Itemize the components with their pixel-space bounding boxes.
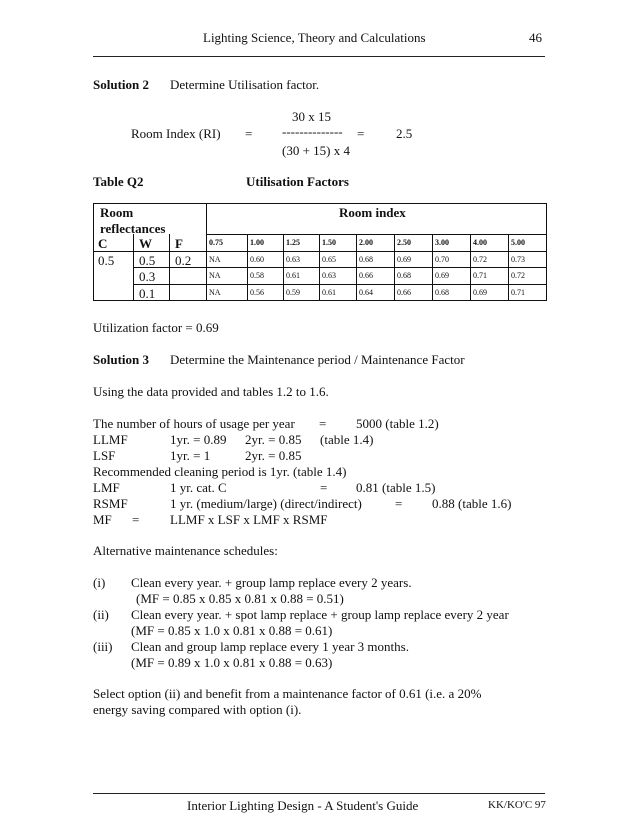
room-index-value: 2.50 [397,238,411,247]
lmf-equals: = [320,480,328,495]
col-line-1 [247,234,248,301]
utilisation-factor-cell: 0.73 [511,255,525,264]
solution2-label: Solution 2 [93,77,149,92]
table-row1-rule [133,267,547,268]
solution2-heading: Determine Utilisation factor. [170,77,320,92]
utilisation-factor-cell: 0.63 [286,255,300,264]
table-label: Table Q2 [93,174,144,189]
utilisation-factor-cell: 0.68 [435,288,449,297]
utilisation-factor-cell: 0.71 [511,288,525,297]
utilisation-factor-cell: 0.69 [397,255,411,264]
room-reflectances-line1: Room [100,205,134,220]
col-line-3 [319,234,320,301]
reflectance-w-cell: 0.5 [139,253,156,268]
lmf-label: LMF [93,480,120,495]
utilisation-factor-cell: 0.65 [322,255,336,264]
reflectance-w-cell: 0.1 [139,286,156,301]
utilisation-factor-cell: NA [209,271,221,280]
room-index-value: 4.00 [473,238,487,247]
mf-equals: = [132,512,140,527]
utilisation-factor-cell: 0.72 [473,255,487,264]
room-index-value: 1.25 [286,238,300,247]
option-2-text: Clean every year. + spot lamp replace + group lamp replace every 2 year [131,607,509,622]
utilization-factor-result: Utilization factor = 0.69 [93,320,219,335]
column-w-header: W [139,236,152,251]
table-subheader-rule [93,251,547,252]
hours-value: 5000 (table 1.2) [356,416,439,431]
option-2-calc: (MF = 0.85 x 1.0 x 0.81 x 0.88 = 0.61) [131,623,333,638]
table-divider-wf [169,234,170,301]
table-header-rule [206,234,547,235]
formula-equals-2: = [357,126,365,141]
room-index-heading: Room index [339,205,406,220]
rsmf-label: RSMF [93,496,128,511]
utilisation-factor-cell: 0.61 [322,288,336,297]
utilisation-factor-cell: 0.59 [286,288,300,297]
utilisation-factor-cell: 0.64 [359,288,373,297]
col-line-7 [470,234,471,301]
table-row2-rule [133,284,547,285]
col-line-2 [283,234,284,301]
room-index-value: 5.00 [511,238,525,247]
room-reflectances-line2: reflectances [100,221,166,236]
room-index-value: 0.75 [209,238,223,247]
col-line-6 [432,234,433,301]
col-line-4 [356,234,357,301]
table-divider-cw [133,234,134,301]
column-c-header: C [98,236,108,251]
option-3-calc: (MF = 0.89 x 1.0 x 0.81 x 0.88 = 0.63) [131,655,333,670]
formula-numerator: 30 x 15 [292,109,331,124]
utilisation-factor-cell: 0.69 [473,288,487,297]
mf-label: MF [93,512,112,527]
utilisation-factor-cell: NA [209,288,221,297]
option-1-number: (i) [93,575,106,590]
room-index-value: 2.00 [359,238,373,247]
formula-fraction-bar: -------------- [282,124,343,139]
utilisation-factor-cell: 0.60 [250,255,264,264]
footer-rule [93,793,545,794]
col-line-8 [508,234,509,301]
lmf-value: 0.81 (table 1.5) [356,480,436,495]
reflectance-f-cell: 0.2 [175,253,192,268]
formula-equals-1: = [245,126,253,141]
solution3-label: Solution 3 [93,352,149,367]
formula-lhs: Room Index (RI) [131,126,221,141]
utilisation-factor-cell: 0.66 [359,271,373,280]
formula-result: 2.5 [396,126,413,141]
hours-equals: = [319,416,327,431]
room-index-value: 1.50 [322,238,336,247]
page-number: 46 [529,30,542,45]
reflectance-w-cell: 0.3 [139,269,156,284]
hours-text: The number of hours of usage per year [93,416,295,431]
utilisation-factor-cell: 0.70 [435,255,449,264]
cleaning-period-line: Recommended cleaning period is 1yr. (table 1.4) [93,464,347,479]
utilisation-factor-cell: 0.66 [397,288,411,297]
utilisation-factor-cell: 0.68 [359,255,373,264]
option-2-number: (ii) [93,607,109,622]
utilisation-factor-cell: 0.56 [250,288,264,297]
solution3-heading: Determine the Maintenance period / Maintenance Factor [170,352,465,367]
utilisation-factors-table [93,203,547,301]
option-1-text: Clean every year. + group lamp replace every 2 years. [131,575,412,590]
reflectance-c-cell: 0.5 [98,253,115,268]
footer-code: KK/KO'C 97 [488,799,546,811]
utilisation-factor-cell: NA [209,255,221,264]
option-3-text: Clean and group lamp replace every 1 year 3 months. [131,639,409,654]
utilisation-factor-cell: 0.58 [250,271,264,280]
col-line-5 [394,234,395,301]
llmf-1yr: 1yr. = 0.89 [170,432,227,447]
utilisation-factor-cell: 0.61 [286,271,300,280]
rsmf-value: 0.88 (table 1.6) [432,496,512,511]
formula-denominator: (30 + 15) x 4 [282,143,350,158]
llmf-ref: (table 1.4) [320,432,374,447]
utilisation-factor-cell: 0.63 [322,271,336,280]
rsmf-equals: = [395,496,403,511]
running-header-title: Lighting Science, Theory and Calculations [203,30,426,45]
option-3-number: (iii) [93,639,113,654]
option-1-calc: (MF = 0.85 x 0.85 x 0.81 x 0.88 = 0.51) [136,591,344,606]
room-index-value: 1.00 [250,238,264,247]
lsf-1yr: 1yr. = 1 [170,448,211,463]
lsf-label: LSF [93,448,116,463]
lsf-2yr: 2yr. = 0.85 [245,448,302,463]
llmf-label: LLMF [93,432,128,447]
footer-title: Interior Lighting Design - A Student's Guide [187,798,419,813]
table-border-bottom [93,300,547,301]
column-f-header: F [175,236,183,251]
table-divider-reflectance [206,203,207,301]
table-border-right [546,203,547,301]
data-source-line: Using the data provided and tables 1.2 to 1.6. [93,384,329,399]
rsmf-desc: 1 yr. (medium/large) (direct/indirect) [170,496,362,511]
mf-formula: LLMF x LSF x LMF x RSMF [170,512,328,527]
room-index-value: 3.00 [435,238,449,247]
lmf-desc: 1 yr. cat. C [170,480,227,495]
table-title: Utilisation Factors [246,174,349,189]
header-rule [93,56,545,57]
utilisation-factor-cell: 0.72 [511,271,525,280]
conclusion-line-2: energy saving compared with option (i). [93,702,302,717]
llmf-2yr: 2yr. = 0.85 [245,432,302,447]
table-border-top [93,203,547,204]
table-border-left [93,203,94,301]
utilisation-factor-cell: 0.69 [435,271,449,280]
conclusion-line-1: Select option (ii) and benefit from a maintenance factor of 0.61 (i.e. a 20% [93,686,482,701]
utilisation-factor-cell: 0.71 [473,271,487,280]
utilisation-factor-cell: 0.68 [397,271,411,280]
alternatives-heading: Alternative maintenance schedules: [93,543,278,558]
